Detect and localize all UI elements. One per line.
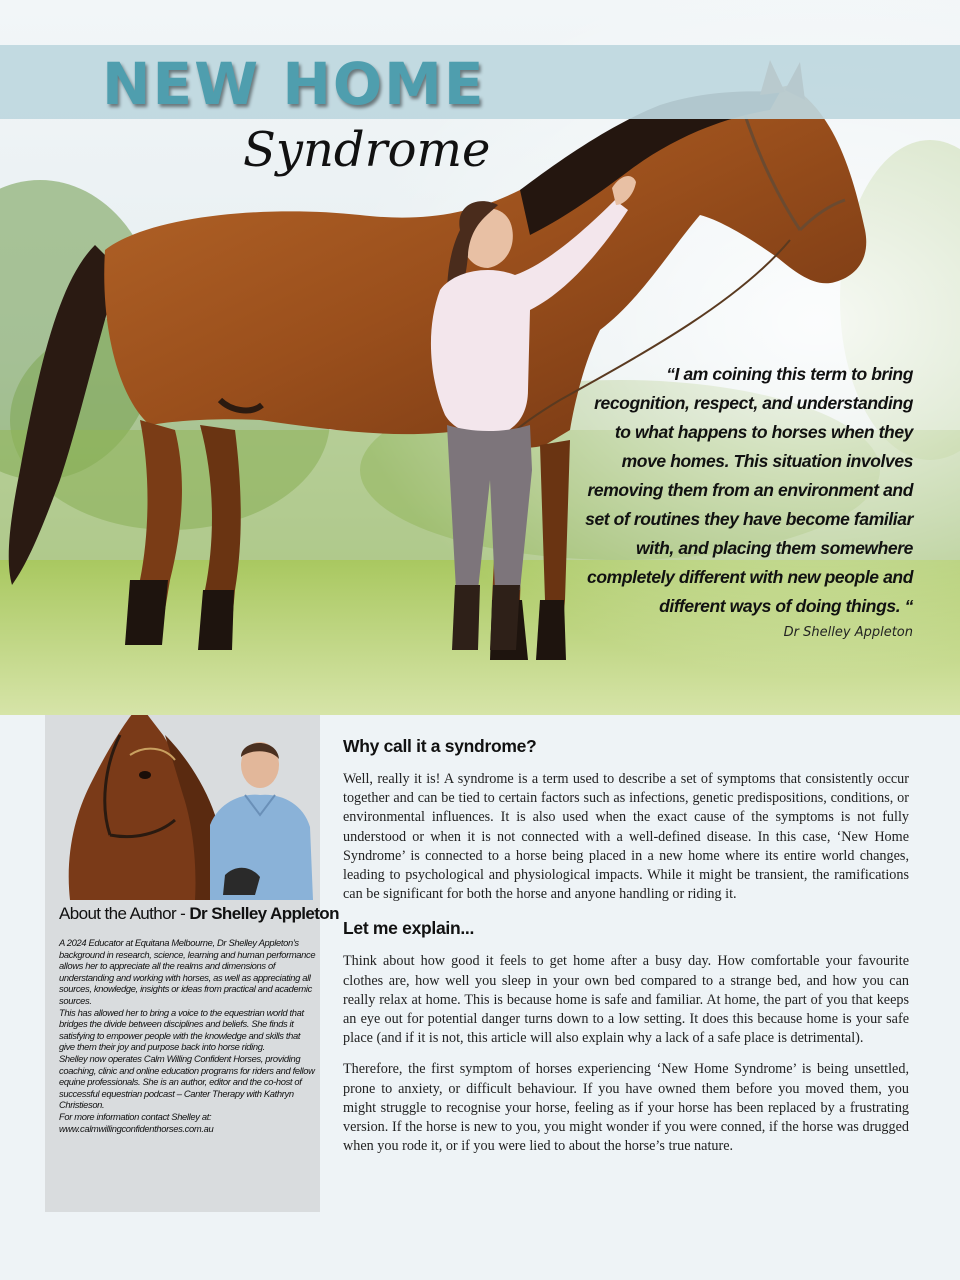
section-heading-why-syndrome: Why call it a syndrome? — [343, 736, 537, 756]
section-heading-let-me-explain: Let me explain... — [343, 918, 475, 939]
article-title: NEW HOME — [102, 50, 486, 118]
author-bio-paragraph: This has allowed her to bring a voice to the equestrian world that bridges the divide between disciplines and beliefs. She finds it satisfying to empower people with the knowledge and skills that give them their joy and purpose back into horse riding. — [59, 1006, 304, 1053]
pull-quote-author: Dr Shelley Appleton — [783, 625, 913, 640]
article-paragraph: Well, really it is! A syndrome is a term used to describe a set of symptoms that consistently occur together and can be tied to certain factors such as infections, genetic predispositions, conditions, or environmental influences. It is also used when the exact cause of the symptoms is not fully understood or when it is not connected with a well-defined disease. In this case, ‘New Home Syndrome’ is connected to a horse being placed in a new home where its entire world changes, leading to psychological and physiological impacts. While it might be transient, the ramifications can be significant for both the horse and anyone handling or riding it. — [343, 771, 909, 903]
author-sidebar — [45, 715, 339, 1212]
author-website: www.calmwillingconfidenthorses.com.au — [59, 1122, 214, 1134]
article-paragraph: Therefore, the first symptom of horses experiencing ‘New Home Syndrome’ is being unsettled, prone to anxiety, or difficult behaviour. If you have owned them before you moved them, you might struggle to recognise your horse, feeling as if your horse has been replaced by a frustrating version. If the horse is new to you, you might wonder if you were conned, if the horse was drugged when you rode it, or if you were lied to about the horse’s true nature. — [343, 1061, 909, 1155]
article-subtitle: Syndrome — [243, 122, 491, 178]
author-bio-paragraph: Shelley now operates Calm Willing Confident Horses, providing coaching, clinic and online education programs for riders and fellow equine professionals. She is an author, editor and the co-host of successful equestrian podcast – Canter Therapy with Kathryn Christieson. — [59, 1052, 315, 1111]
author-bio-paragraph: A 2024 Educator at Equitana Melbourne, Dr Shelley Appleton’s background in research, science, learning and human performance allows her to appreciate all the realms and dimensions of understanding and working with horses, as well as appreciating all sources, knowledge, insights or ideas from practical and academic sources. — [59, 937, 316, 1006]
author-photo — [45, 715, 320, 900]
author-heading-name: Dr Shelley Appleton — [189, 904, 339, 923]
article-paragraph: Think about how good it feels to get home after a busy day. How comfortable your favourite clothes are, how well you sleep in your own bed compared to a strange bed, and how you can really relax at home. This is because home is safe and familiar. At home, the part of you that keeps an eye out for potential danger turns down to a low setting. It does this because home is your safe place (and if it is not, this article will also explain why a lack of a safe place is detrimental). — [343, 953, 909, 1047]
article-body — [343, 734, 909, 1168]
pull-quote — [583, 360, 913, 640]
author-heading-prefix: About the Author - — [59, 904, 190, 923]
author-contact-label: For more information contact Shelley at: — [59, 1110, 212, 1122]
author-bio — [59, 937, 317, 1134]
pull-quote-text: “I am coining this term to bring recognition, respect, and understanding to what happens to horses when they move homes. This situation involves removing them from an environment and set of routines they have become familiar with, and placing them somewhere completely different with new people and different ways of doing things. “ — [585, 364, 913, 616]
author-heading — [59, 903, 339, 925]
